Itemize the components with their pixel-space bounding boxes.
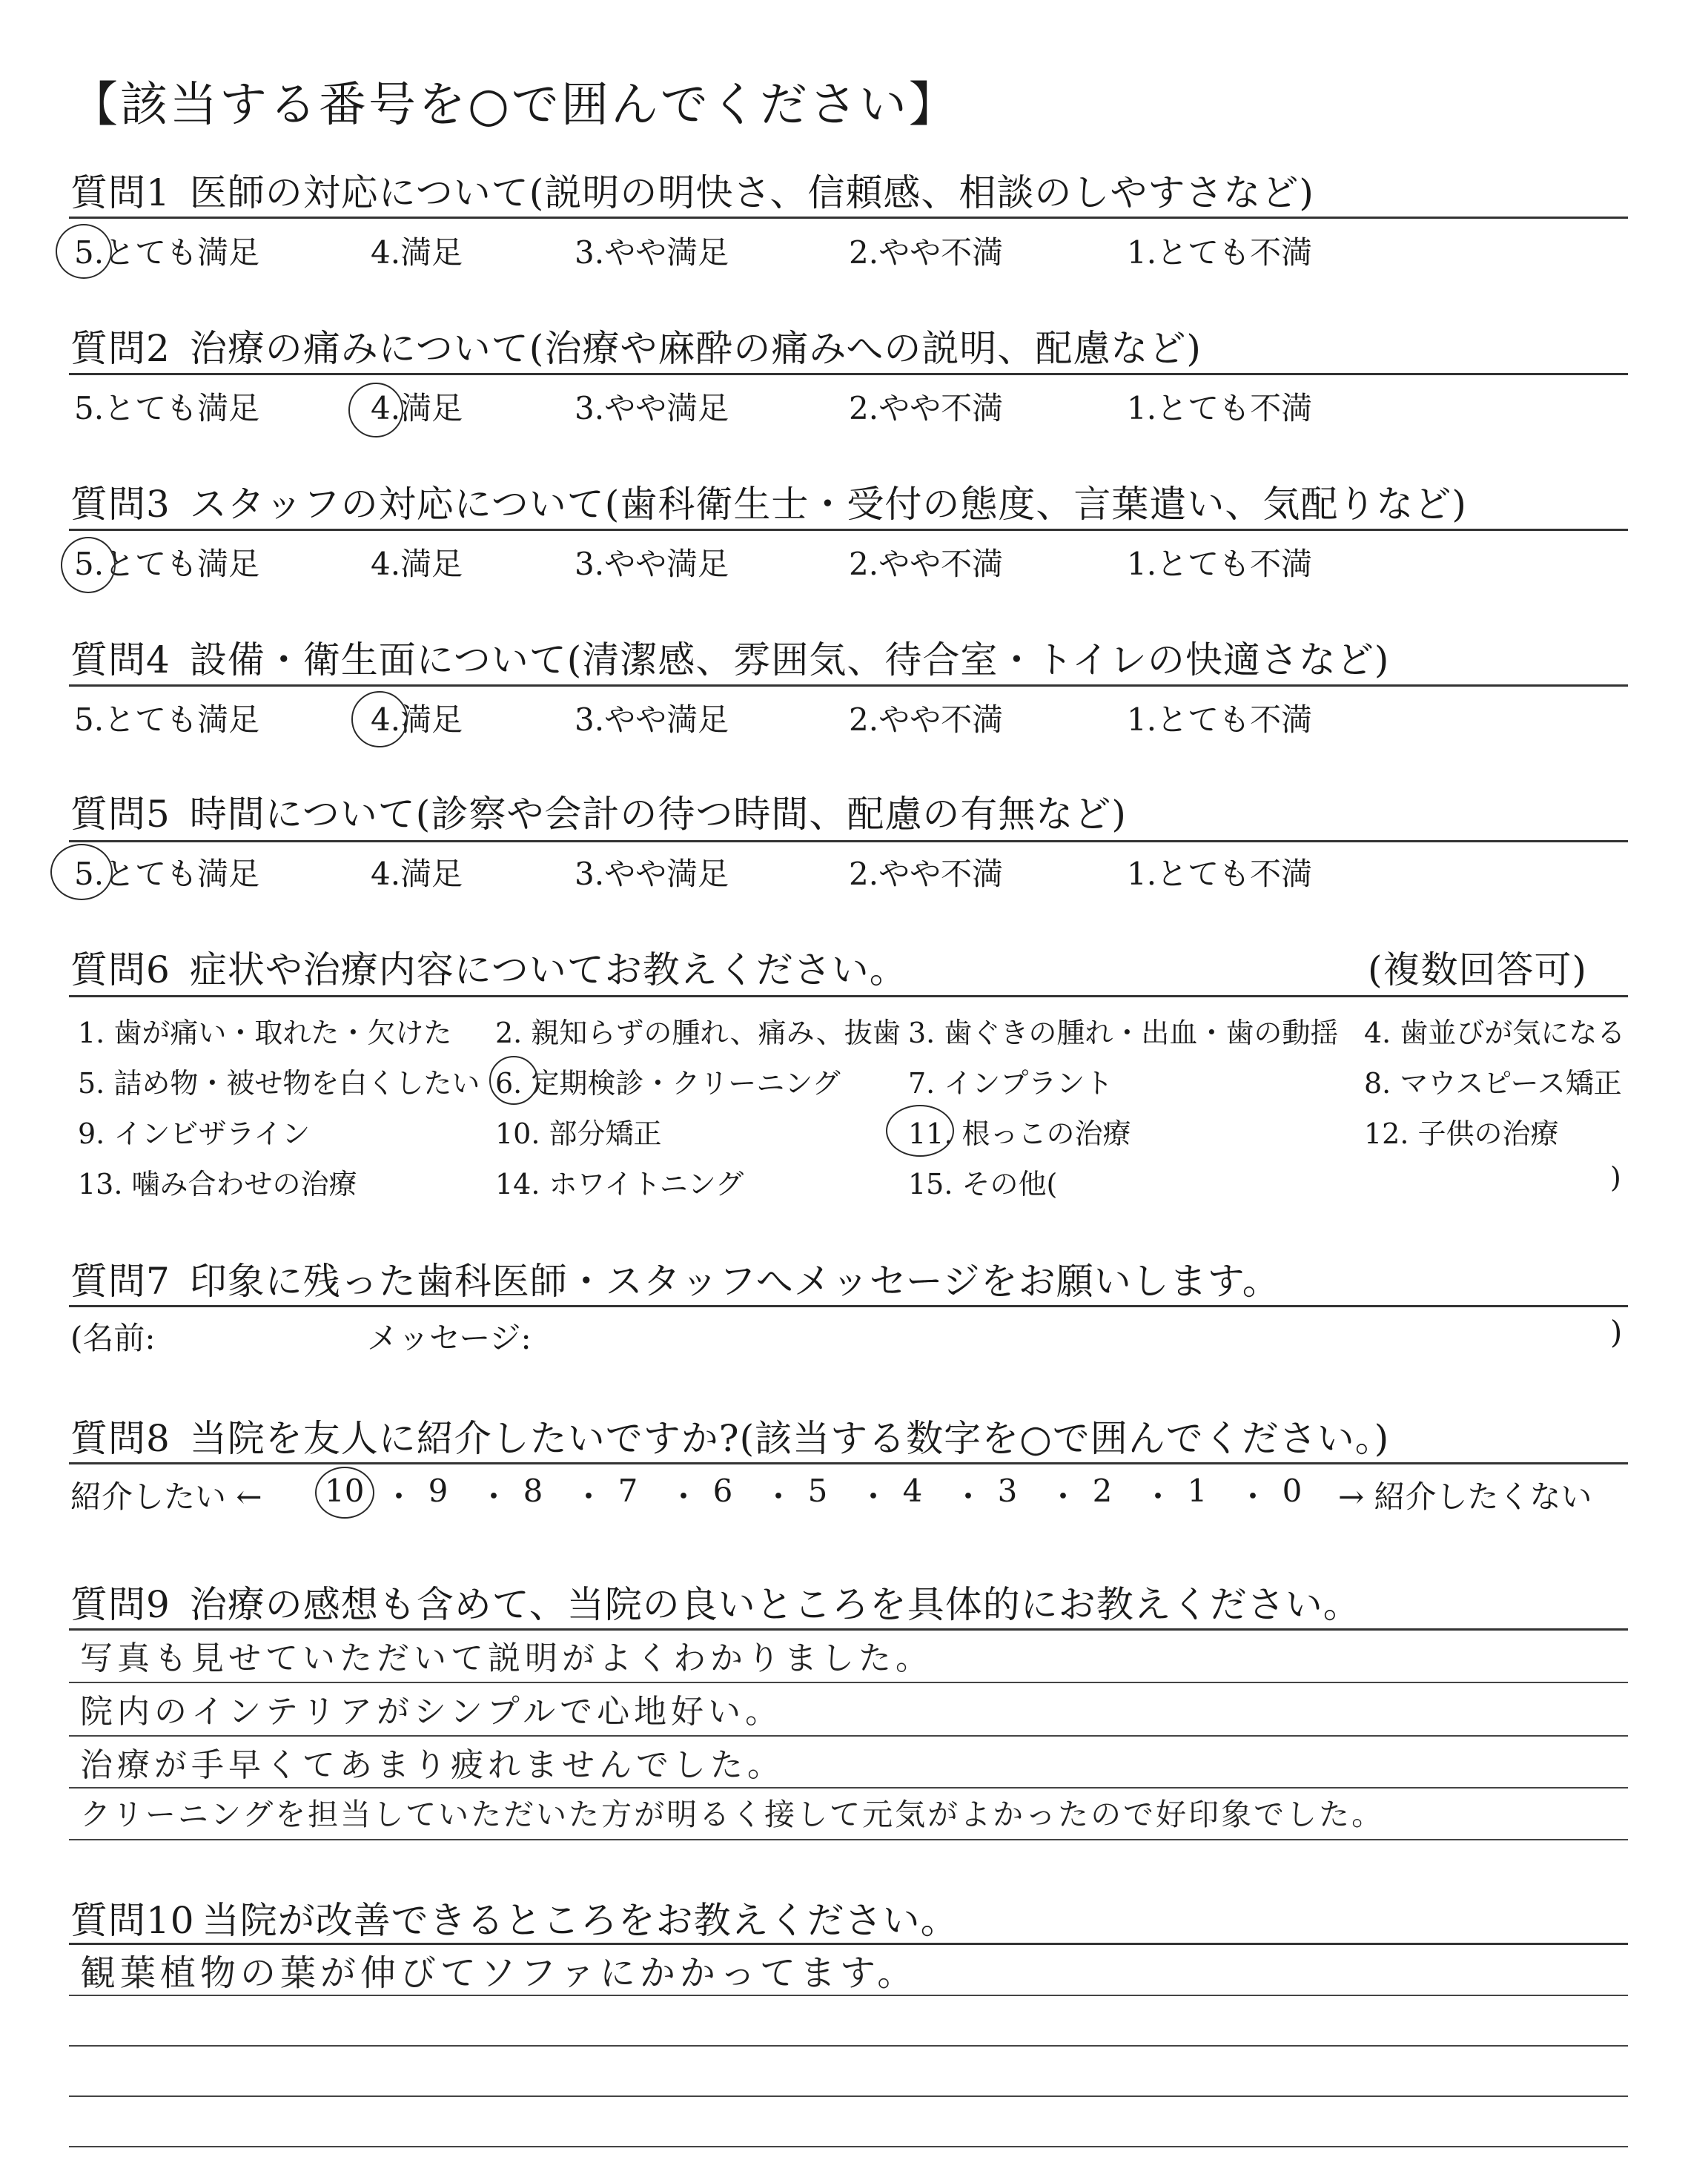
q8-scale-value-5[interactable]: 5 bbox=[807, 1473, 828, 1509]
question-2-title bbox=[70, 319, 1202, 372]
q4-selection-circle bbox=[351, 691, 408, 747]
q8-scale-separator: ・ bbox=[1237, 1479, 1269, 1515]
q8-scale-value-4[interactable]: 4 bbox=[902, 1473, 923, 1509]
question-10-text: 当院が改善できるところをお教えください。 bbox=[202, 1899, 959, 1942]
q10-answer-line-1: 観葉植物の葉が伸びてソファにかかってます。 bbox=[80, 1952, 918, 1994]
q10-writing-line-2 bbox=[69, 2045, 1628, 2047]
q6-option-13[interactable]: 13. 噛み合わせの治療 bbox=[78, 1168, 357, 1200]
question-2-rule bbox=[69, 373, 1628, 375]
q8-scale-separator: ・ bbox=[478, 1479, 510, 1515]
q8-scale-value-0[interactable]: 0 bbox=[1282, 1473, 1302, 1509]
question-3-text: スタッフの対応について(歯科衛生士・受付の態度、言葉遣い、気配りなど) bbox=[189, 483, 1467, 526]
q3-option-5[interactable]: 5.とても満足 bbox=[74, 546, 260, 582]
question-1-rule bbox=[69, 217, 1628, 219]
q5-option-1[interactable]: 1.とても不満 bbox=[1127, 856, 1313, 892]
q8-scale-value-1[interactable]: 1 bbox=[1187, 1473, 1208, 1509]
question-7-rule bbox=[69, 1305, 1628, 1307]
q8-scale-value-10[interactable]: 10 bbox=[325, 1473, 365, 1509]
question-6-rule bbox=[69, 995, 1628, 997]
q6-option-15[interactable]: 15. その他( bbox=[908, 1168, 1058, 1200]
question-5-rule bbox=[69, 840, 1628, 842]
q8-scale-value-7[interactable]: 7 bbox=[618, 1473, 638, 1509]
q9-answer-line-1: 写真も見せていただいて説明がよくわかりました。 bbox=[80, 1639, 933, 1677]
question-8-title bbox=[70, 1409, 1389, 1462]
question-8-rule bbox=[69, 1462, 1628, 1464]
question-1-text: 医師の対応について(説明の明快さ、信頼感、相談のしやすさなど) bbox=[189, 171, 1314, 214]
question-6-text: 症状や治療内容についてお教えください。 bbox=[189, 948, 907, 991]
question-4-rule bbox=[69, 684, 1628, 687]
q6-selection-circle-11 bbox=[886, 1105, 954, 1157]
q8-scale-separator: ・ bbox=[858, 1479, 890, 1515]
question-5-number: 質問5 bbox=[70, 793, 171, 836]
q6-option-14[interactable]: 14. ホワイトニング bbox=[495, 1168, 744, 1200]
q9-writing-line-4 bbox=[69, 1839, 1628, 1840]
q8-right-label: → 紹介したくない bbox=[1338, 1479, 1592, 1515]
q2-selection-circle bbox=[348, 383, 403, 437]
q6-option-12[interactable]: 12. 子供の治療 bbox=[1364, 1117, 1559, 1150]
q6-option-3[interactable]: 3. 歯ぐきの腫れ・出血・歯の動揺 bbox=[908, 1017, 1339, 1049]
q8-scale-separator: ・ bbox=[668, 1479, 700, 1515]
q9-answer-line-4: クリーニングを担当していただいた方が明るく接して元気がよかったので好印象でした。 bbox=[80, 1797, 1385, 1832]
question-2-text: 治療の痛みについて(治療や麻酔の痛みへの説明、配慮など) bbox=[189, 327, 1202, 370]
question-9-rule bbox=[69, 1628, 1628, 1631]
question-10-title bbox=[70, 1891, 959, 1944]
q4-option-3[interactable]: 3.やや満足 bbox=[575, 701, 729, 738]
question-4-number: 質問4 bbox=[70, 638, 171, 681]
question-8-text: 当院を友人に紹介したいですか?(該当する数字を○で囲んでください。) bbox=[189, 1417, 1390, 1460]
question-5-title bbox=[70, 785, 1127, 838]
question-3-number: 質問3 bbox=[70, 483, 171, 526]
q6-option-5[interactable]: 5. 詰め物・被せ物を白くしたい bbox=[78, 1067, 480, 1100]
q6-option-4[interactable]: 4. 歯並びが気になる bbox=[1364, 1017, 1626, 1049]
q3-option-3[interactable]: 3.やや満足 bbox=[575, 546, 729, 582]
q5-selection-circle bbox=[50, 844, 113, 900]
q2-option-4[interactable]: 4.満足 bbox=[371, 390, 463, 426]
q8-left-label: 紹介したい ← bbox=[70, 1479, 262, 1515]
question-9-text: 治療の感想も含めて、当院の良いところを具体的にお教えください。 bbox=[189, 1583, 1361, 1626]
q6-option-11[interactable]: 11. 根っこの治療 bbox=[908, 1117, 1131, 1150]
q6-option-2[interactable]: 2. 親知らずの腫れ、痛み、抜歯 bbox=[495, 1017, 901, 1049]
q6-selection-circle-6 bbox=[489, 1056, 538, 1105]
q8-scale-value-2[interactable]: 2 bbox=[1092, 1473, 1113, 1509]
q2-option-1[interactable]: 1.とても不満 bbox=[1127, 390, 1313, 426]
q9-writing-line-3 bbox=[69, 1787, 1628, 1789]
q1-selection-circle bbox=[56, 224, 112, 279]
q1-option-3[interactable]: 3.やや満足 bbox=[575, 234, 729, 271]
q9-answer-line-2: 院内のインテリアがシンプルで心地好い。 bbox=[80, 1693, 783, 1731]
q8-scale-separator: ・ bbox=[383, 1479, 415, 1515]
q5-option-2[interactable]: 2.やや不満 bbox=[849, 856, 1004, 892]
q3-option-2[interactable]: 2.やや不満 bbox=[849, 546, 1004, 582]
q6-option-7[interactable]: 7. インプラント bbox=[908, 1067, 1113, 1100]
q6-option-6[interactable]: 6. 定期検診・クリーニング bbox=[495, 1067, 841, 1100]
q9-answer-line-3: 治療が手早くてあまり疲れませんでした。 bbox=[80, 1746, 784, 1784]
q2-option-5[interactable]: 5.とても満足 bbox=[74, 390, 260, 426]
question-2-number: 質問2 bbox=[70, 327, 171, 370]
q10-writing-line-1 bbox=[69, 1995, 1628, 1996]
q3-selection-circle bbox=[61, 537, 116, 593]
q1-option-5[interactable]: 5.とても満足 bbox=[74, 234, 260, 271]
question-7-number: 質問7 bbox=[70, 1260, 171, 1303]
q8-scale-separator: ・ bbox=[1142, 1479, 1174, 1515]
form-header: 【該当する番号を○で囲んでください】 bbox=[70, 78, 959, 133]
question-1-number: 質問1 bbox=[70, 171, 171, 214]
q8-selection-circle bbox=[315, 1467, 374, 1519]
q2-option-2[interactable]: 2.やや不満 bbox=[849, 390, 1004, 426]
q4-option-5[interactable]: 5.とても満足 bbox=[74, 701, 260, 738]
q3-option-4[interactable]: 4.満足 bbox=[371, 546, 463, 582]
q1-option-1[interactable]: 1.とても不満 bbox=[1127, 234, 1313, 271]
q8-scale-value-6[interactable]: 6 bbox=[712, 1473, 733, 1509]
question-6-number: 質問6 bbox=[70, 948, 171, 991]
q1-option-2[interactable]: 2.やや不満 bbox=[849, 234, 1004, 271]
q8-scale-separator: ・ bbox=[1047, 1479, 1079, 1515]
q10-writing-line-3 bbox=[69, 2095, 1628, 2097]
question-8-number: 質問8 bbox=[70, 1417, 171, 1460]
q7-close-paren: ) bbox=[1610, 1314, 1623, 1350]
q8-scale-separator: ・ bbox=[763, 1479, 795, 1515]
question-4-title bbox=[70, 630, 1389, 684]
q4-option-2[interactable]: 2.やや不満 bbox=[849, 701, 1004, 738]
q6-option-8[interactable]: 8. マウスピース矯正 bbox=[1364, 1067, 1622, 1100]
q6-option-1[interactable]: 1. 歯が痛い・取れた・欠けた bbox=[78, 1017, 452, 1049]
q6-option-9[interactable]: 9. インビザライン bbox=[78, 1117, 311, 1150]
q6-option-10[interactable]: 10. 部分矯正 bbox=[495, 1117, 662, 1150]
question-3-title bbox=[70, 475, 1467, 528]
q8-scale-value-9[interactable]: 9 bbox=[428, 1473, 448, 1509]
q7-name-label: (名前: bbox=[70, 1320, 156, 1356]
q10-writing-line-4 bbox=[69, 2146, 1628, 2147]
q4-option-4[interactable]: 4.満足 bbox=[371, 701, 463, 738]
q8-scale-separator: ・ bbox=[573, 1479, 605, 1515]
q4-option-1[interactable]: 1.とても不満 bbox=[1127, 701, 1313, 738]
question-7-text: 印象に残った歯科医師・スタッフへメッセージをお願いします。 bbox=[189, 1260, 1280, 1303]
q9-writing-line-2 bbox=[69, 1735, 1628, 1737]
question-7-title bbox=[70, 1252, 1280, 1305]
q7-message-label: メッセージ: bbox=[367, 1320, 532, 1356]
question-10-number: 質問10 bbox=[70, 1899, 195, 1942]
q9-writing-line-1 bbox=[69, 1682, 1628, 1683]
question-1-title bbox=[70, 163, 1314, 217]
question-6-title bbox=[70, 940, 907, 994]
question-4-text: 設備・衛生面について(清潔感、雰囲気、待合室・トイレの快適さなど) bbox=[189, 638, 1390, 681]
question-5-text: 時間について(診察や会計の待つ時間、配慮の有無など) bbox=[189, 793, 1127, 836]
q1-option-4[interactable]: 4.満足 bbox=[371, 234, 463, 271]
question-9-title bbox=[70, 1575, 1361, 1628]
q6-option-15-close: ) bbox=[1610, 1161, 1621, 1194]
q3-option-1[interactable]: 1.とても不満 bbox=[1127, 546, 1313, 582]
q8-scale-separator: ・ bbox=[953, 1479, 984, 1515]
question-3-rule bbox=[69, 529, 1628, 531]
q2-option-3[interactable]: 3.やや満足 bbox=[575, 390, 729, 426]
q5-option-3[interactable]: 3.やや満足 bbox=[575, 856, 729, 892]
q5-option-5[interactable]: 5.とても満足 bbox=[74, 856, 260, 892]
question-9-number: 質問9 bbox=[70, 1583, 171, 1626]
question-6-note: (複数回答可) bbox=[1368, 948, 1588, 991]
q8-scale-value-8[interactable]: 8 bbox=[523, 1473, 543, 1509]
q8-scale-value-3[interactable]: 3 bbox=[997, 1473, 1018, 1509]
q5-option-4[interactable]: 4.満足 bbox=[371, 856, 463, 892]
